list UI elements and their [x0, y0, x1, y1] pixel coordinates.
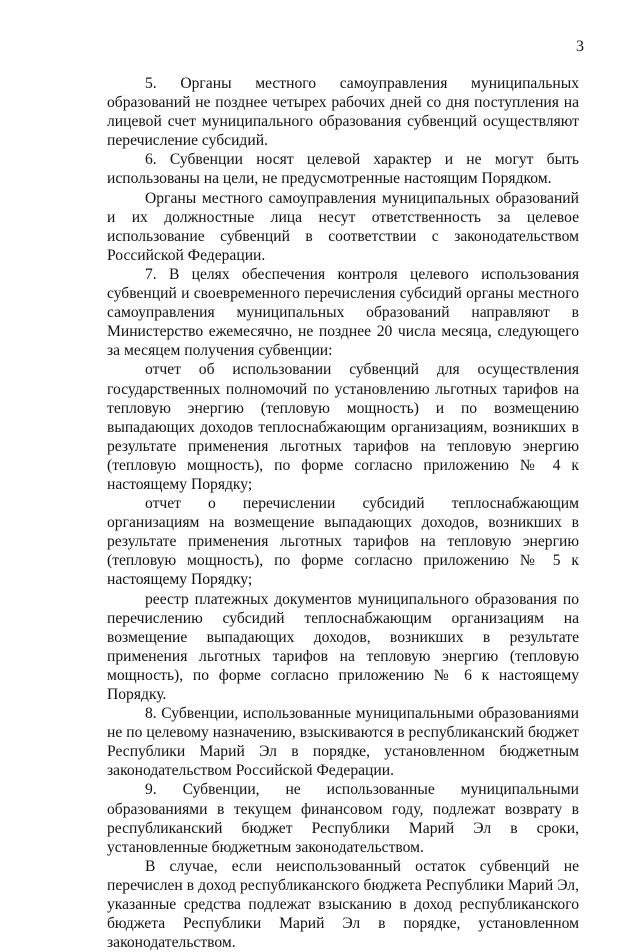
paragraph-item-6: 6. Субвенции носят целевой характер и не могут быть использованы на цели, не предусмотренные настоящим Порядком. — [107, 151, 579, 188]
list-item-subvention-report: отчет об использовании субвенций для осуществления государственных полномочий по установлению льготных тарифов на тепловую энергию (тепловую мощность) и по возмещению выпадающих доходов теплоснабжающим организациям, возникших в результате применения льготных тарифов на тепловую энергию (тепловую мощность), по форме согласно приложению № 4 к настоящему Порядку; — [107, 361, 579, 493]
paragraph-item-9: 9. Субвенции, не использованные муниципальными образованиями в текущем финансовом году, подлежат возврату в республиканский бюджет Республики Марий Эл в сроки, установленные бюджетным законодательством. — [107, 781, 579, 856]
list-item-subsidy-report: отчет о перечислении субсидий теплоснабжающим организациям на возмещение выпадающих доходов, возникших в результате применения льготных тарифов на тепловую энергию (тепловую мощность), по форме согласно приложению № 5 к настоящему Порядку; — [107, 495, 579, 589]
paragraph-item-5: 5. Органы местного самоуправления муниципальных образований не позднее четырех рабочих дней со дня поступления на лицевой счет муниципального образования субвенций осуществляют перечисление субсидий. — [107, 75, 579, 150]
paragraph-item-8: 8. Субвенции, использованные муниципальными образованиями не по целевому назначению, взыскиваются в республиканский бюджет Республики Марий Эл в порядке, установленном бюджетным законодательством Российской Федерации. — [107, 705, 579, 780]
paragraph-recovery: В случае, если неиспользованный остаток субвенций не перечислен в доход республиканского бюджета Республики Марий Эл, указанные средства подлежат взысканию в доход республиканского бюджета Республики Марий Эл в порядке, установленном законодательством. — [107, 857, 579, 952]
page-number: 3 — [576, 38, 584, 55]
paragraph-responsibility: Органы местного самоуправления муниципальных образований и их должностные лица несут ответственность за целевое использование субвенций в соответствии с законодательством Российской Федерации. — [107, 189, 579, 264]
list-item-payment-register: реестр платежных документов муниципального образования по перечислению субсидий теплоснабжающим организациям на возмещение выпадающих доходов, возникших в результате применения льготных тарифов на тепловую энергию (тепловую мощность), по форме согласно приложению № 6 к настоящему Порядку. — [107, 590, 579, 703]
document-body — [107, 74, 579, 952]
paragraph-item-7: 7. В целях обеспечения контроля целевого использования субвенций и своевременного перечисления субсидий органы местного самоуправления муниципальных образований направляют в Министерство ежемесячно, не позднее 20 числа месяца, следующего за месяцем получения субвенции: — [107, 265, 579, 360]
